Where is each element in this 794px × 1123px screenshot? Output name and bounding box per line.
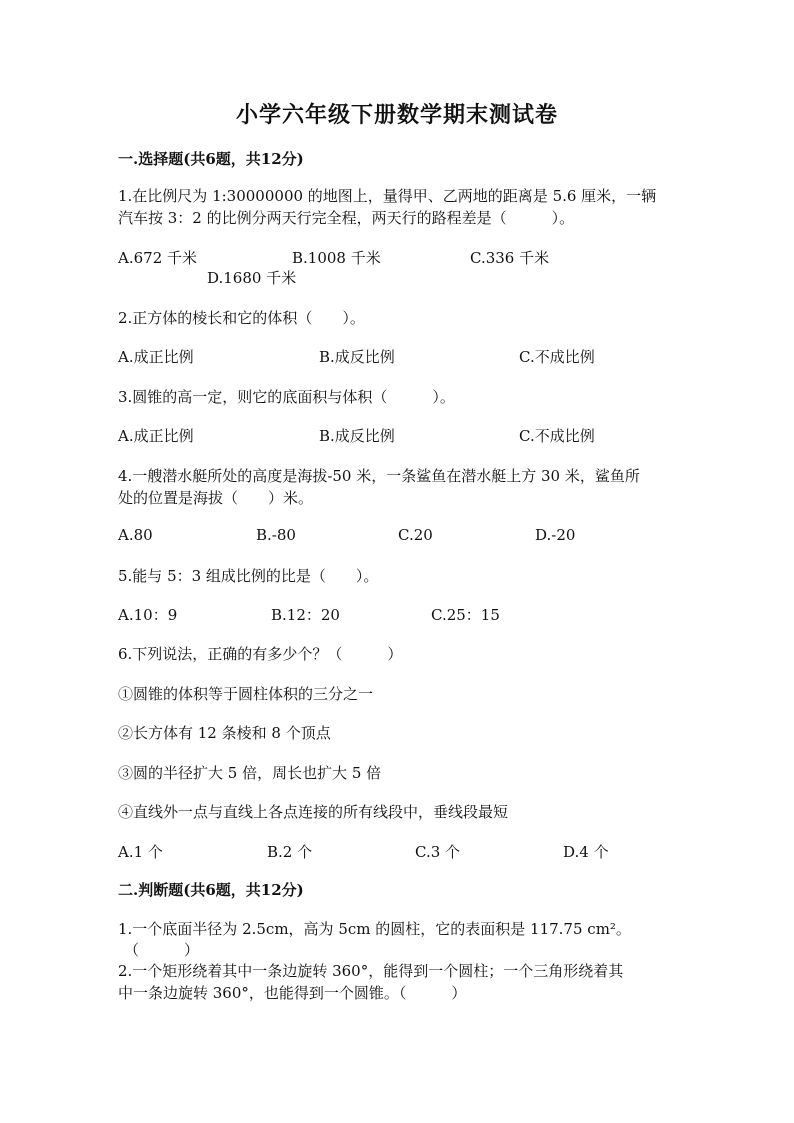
- question-4-line-2: 处的位置是海拔（ ）米。: [118, 489, 314, 507]
- question-6-option-c: C.3 个: [415, 843, 461, 861]
- question-2-option-b: B.成反比例: [319, 348, 395, 366]
- section-heading-judgment: 二.判断题(共6题，共12分): [118, 881, 304, 899]
- judgment-2-line-1: 2.一个矩形绕着其中一条边旋转 360°，能得到一个圆柱；一个三角形绕着其: [118, 962, 624, 980]
- question-3-option-c: C.不成比例: [519, 427, 595, 445]
- question-5-option-c: C.25：15: [431, 606, 500, 624]
- question-3-line-1: 3.圆锥的高一定，则它的底面积与体积（ ）。: [118, 388, 455, 406]
- question-2-option-a: A.成正比例: [118, 348, 194, 366]
- judgment-2-line-2: 中一条边旋转 360°，也能得到一个圆锥。（ ）: [118, 984, 467, 1002]
- question-4-option-c: C.20: [398, 526, 433, 544]
- question-4-option-a: A.80: [118, 526, 153, 544]
- question-6-option-a: A.1 个: [118, 843, 163, 861]
- question-1-option-a: A.672 千米: [118, 249, 197, 267]
- judgment-1-line-2: （ ）: [124, 941, 200, 959]
- question-5-line-1: 5.能与 5：3 组成比例的比是（ ）。: [118, 567, 379, 585]
- question-5-option-b: B.12：20: [271, 606, 340, 624]
- question-6-option-b: B.2 个: [267, 843, 313, 861]
- question-1-line-2: 汽车按 3：2 的比例分两天行完全程，两天行的路程差是（ ）。: [118, 209, 575, 227]
- question-4-option-d: D.-20: [535, 526, 576, 544]
- judgment-1-line-1: 1.一个底面半径为 2.5cm，高为 5cm 的圆柱，它的表面积是 117.75 cm²。: [118, 920, 631, 938]
- question-6-statement-1: ①圆锥的体积等于圆柱体积的三分之一: [118, 685, 374, 703]
- question-1-option-b: B.1008 千米: [292, 249, 381, 267]
- question-3-option-b: B.成反比例: [319, 427, 395, 445]
- question-3-option-a: A.成正比例: [118, 427, 194, 445]
- question-6-statement-4: ④直线外一点与直线上各点连接的所有线段中，垂线段最短: [118, 803, 509, 821]
- question-4-option-b: B.-80: [256, 526, 296, 544]
- question-1-line-1: 1.在比例尺为 1:30000000 的地图上，量得甲、乙两地的距离是 5.6 厘米，一辆: [118, 187, 657, 205]
- page-title: 小学六年级下册数学期末测试卷: [235, 102, 558, 128]
- question-6-statement-2: ②长方体有 12 条棱和 8 个顶点: [118, 724, 331, 742]
- question-5-option-a: A.10：9: [118, 606, 178, 624]
- question-2-line-1: 2.正方体的棱长和它的体积（ ）。: [118, 309, 365, 327]
- question-2-option-c: C.不成比例: [519, 348, 595, 366]
- question-4-line-1: 4.一艘潜水艇所处的高度是海拔-50 米，一条鲨鱼在潜水艇上方 30 米，鲨鱼所: [118, 467, 640, 485]
- question-6-statement-3: ③圆的半径扩大 5 倍，周长也扩大 5 倍: [118, 764, 382, 782]
- section-heading-choice: 一.选择题(共6题，共12分): [118, 150, 304, 168]
- question-6-option-d: D.4 个: [563, 843, 609, 861]
- question-1-option-d: D.1680 千米: [207, 269, 297, 287]
- question-6-line-1: 6.下列说法，正确的有多少个？（ ）: [118, 645, 403, 663]
- question-1-option-c: C.336 千米: [470, 249, 550, 267]
